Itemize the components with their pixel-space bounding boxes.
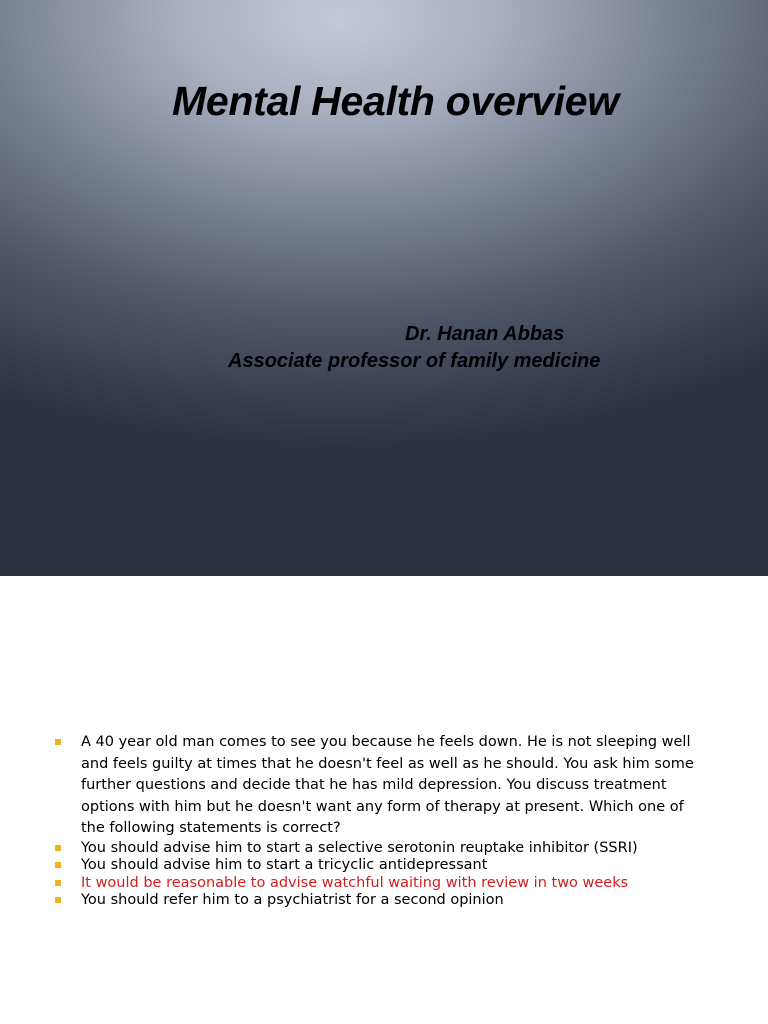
answer-option [0, 857, 768, 875]
square-bullet-icon [55, 862, 61, 868]
slide-title: Mental Health overview [172, 78, 619, 124]
square-bullet-icon [55, 845, 61, 851]
square-bullet-icon [55, 897, 61, 903]
bullet-list [0, 732, 768, 910]
question-stem [0, 732, 768, 840]
square-bullet-icon [55, 880, 61, 886]
question-slide [0, 576, 768, 1024]
square-bullet-icon [55, 739, 61, 745]
answer-option [0, 892, 768, 910]
bullet-text: You should advise him to start a tricyclic antidepressant [81, 857, 488, 873]
answer-option [0, 840, 768, 858]
author-affiliation: Associate professor of family medicine [228, 350, 601, 372]
bullet-text: You should refer him to a psychiatrist for a second opinion [81, 892, 504, 908]
author-name: Dr. Hanan Abbas [405, 323, 565, 345]
bullet-text: You should advise him to start a selective serotonin reuptake inhibitor (SSRI) [81, 839, 638, 856]
bullet-text: A 40 year old man comes to see you because he feels down. He is not sleeping well and feels guilty at times that he doesn't feel as well as he should. You ask him some further questions and decide that he has mild depression. You discuss treatment options with him but he doesn't want any form of therapy at present. Which one of the following statements is correct? [81, 734, 694, 836]
answer-option-correct [0, 875, 768, 893]
bullet-text: It would be reasonable to advise watchful waiting with review in two weeks [81, 874, 629, 891]
